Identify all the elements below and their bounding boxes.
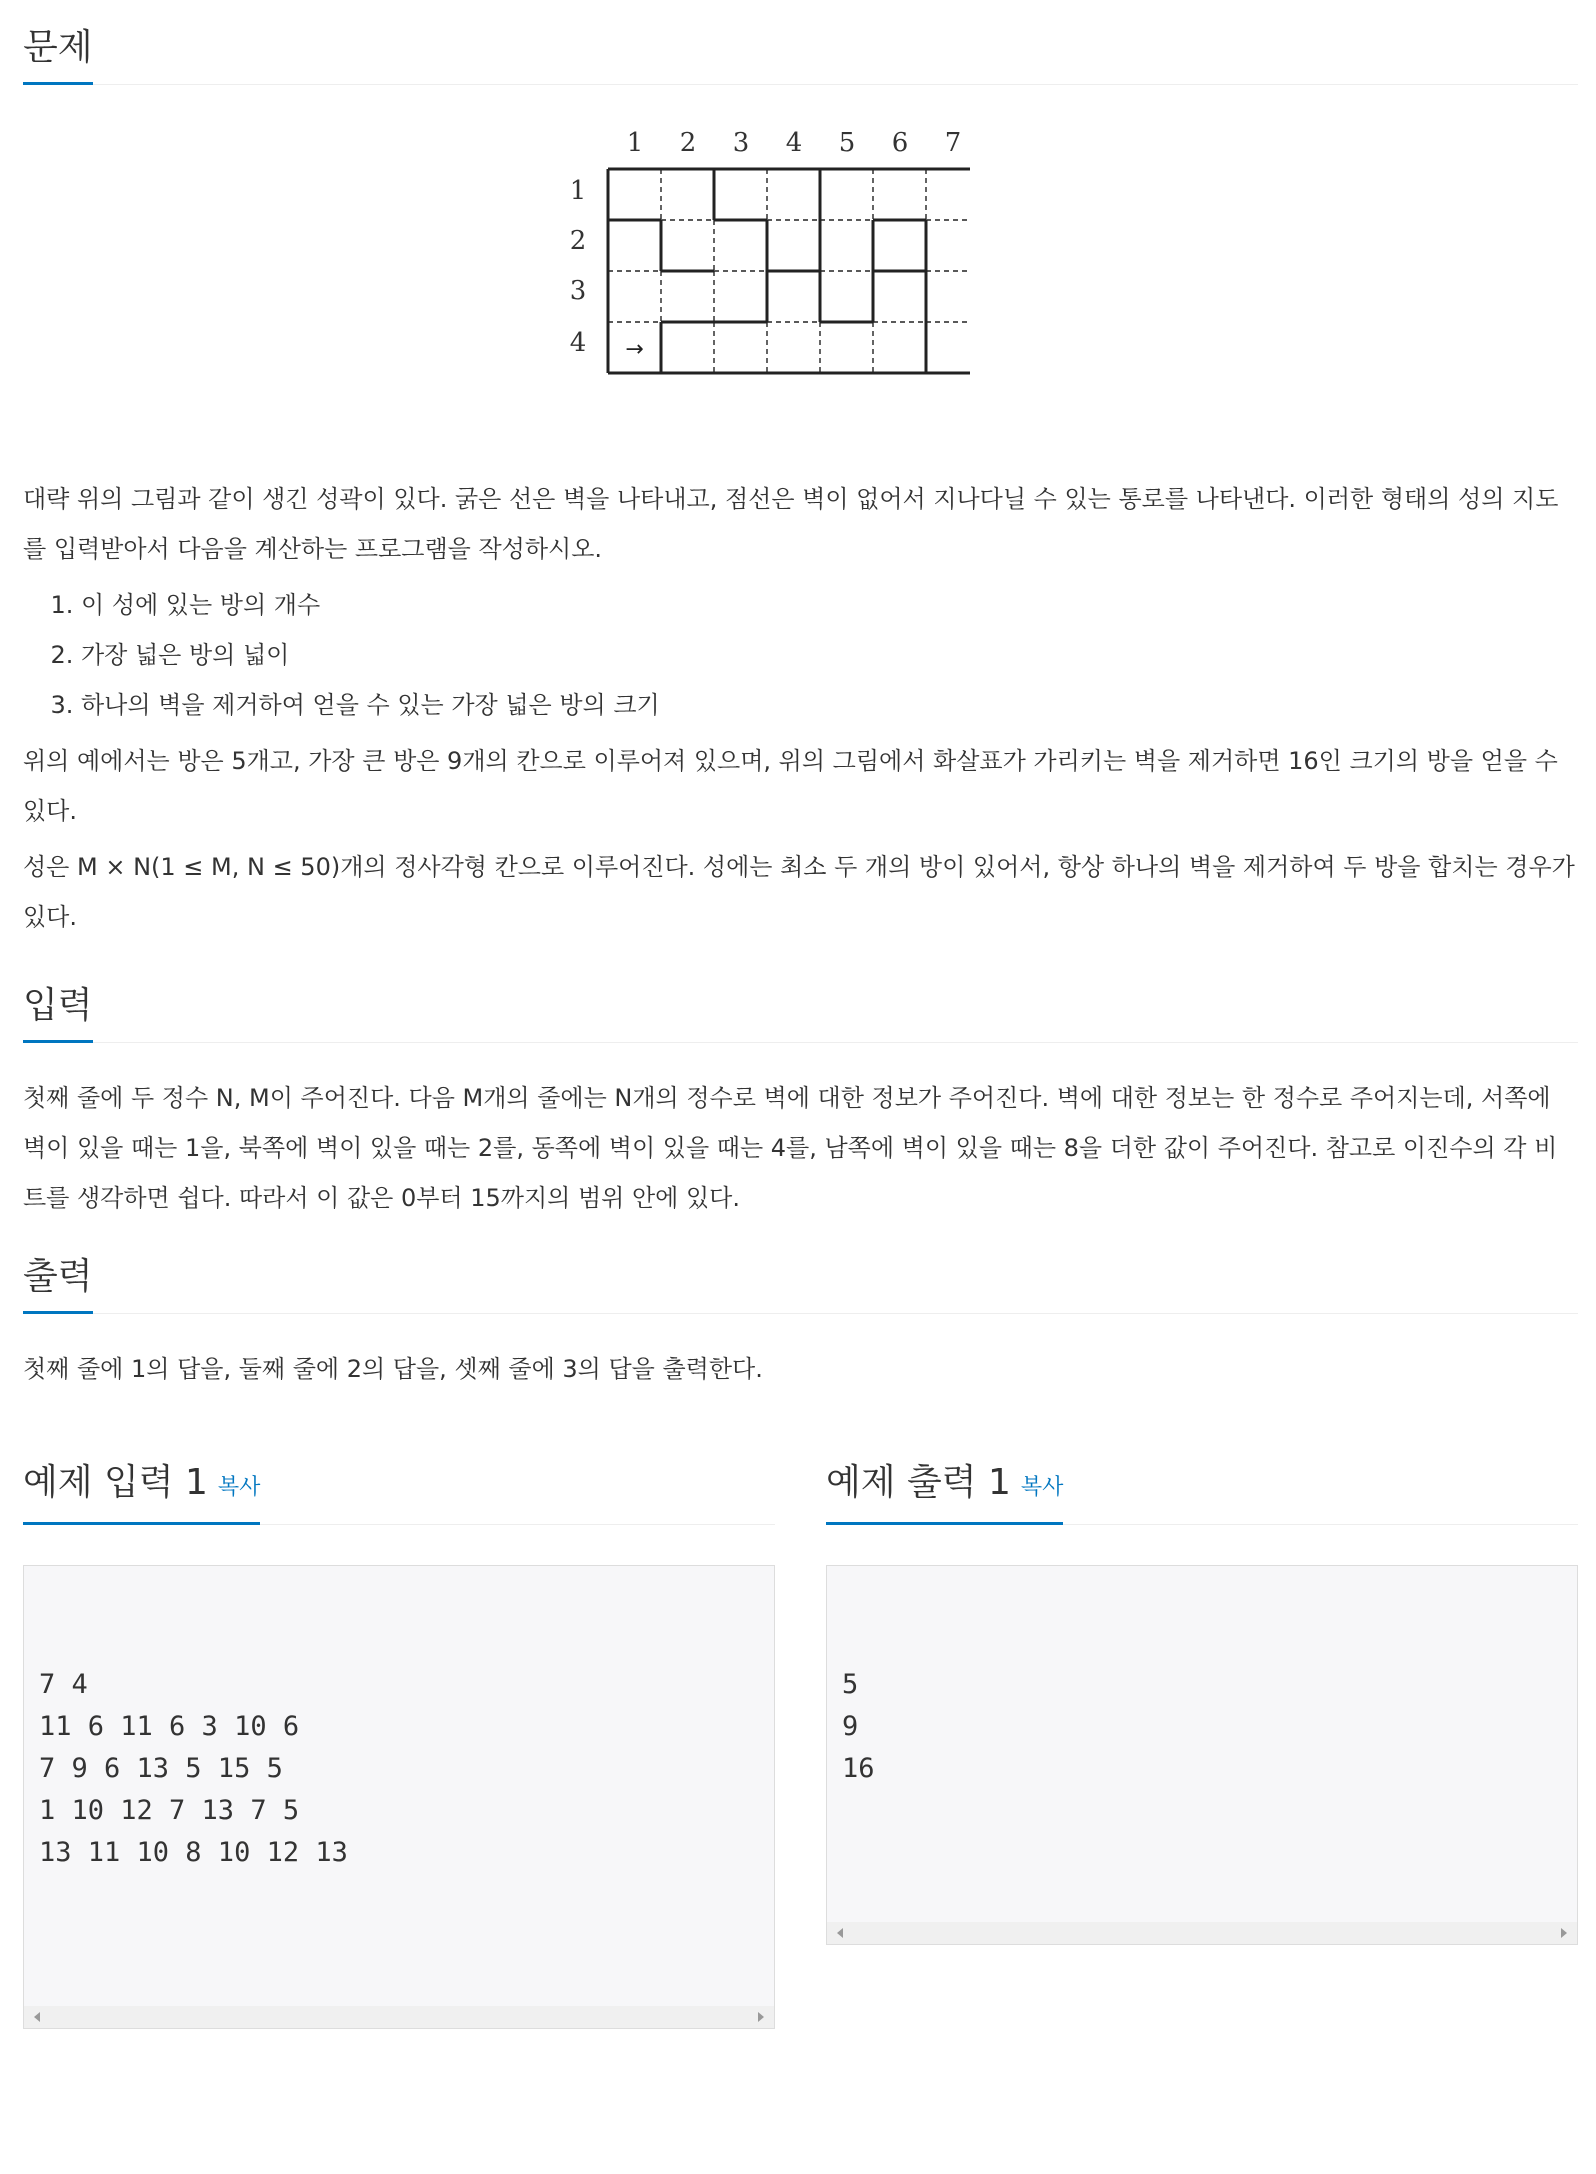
horizontal-scrollbar[interactable] — [24, 2006, 774, 2028]
input-description: 첫째 줄에 두 정수 N, M이 주어진다. 다음 M개의 줄에는 N개의 정수로 벽에 대한 정보가 주어진다. 벽에 대한 정보는 한 정수로 주어지는데, 서쪽에 벽이 있을 때는 1을, 북쪽에 벽이 있을 때는 2를, 동쪽에 벽이 있을 때는 4를, 남쪽에 벽이 있을 때는 8을 더한 값이 주어진다. 참고로 이진수의 각 비트를 생각하면 쉽다. 따라서 이 값은 0부터 15까지의 범위 안에 있다. — [23, 1084, 1558, 1212]
castle-figure — [23, 113, 1578, 448]
example-explanation: 위의 예에서는 방은 5개고, 가장 큰 방은 9개의 칸으로 이루어져 있으며, 위의 그림에서 화살표가 가리키는 벽을 제거하면 16인 크기의 방을 얻을 수 있다. — [23, 747, 1558, 825]
sample-input-code — [23, 1565, 775, 2029]
sample-input-block — [23, 1440, 775, 2029]
sample-output-content: 5 9 16 — [842, 1669, 875, 1784]
output-heading: 출력 — [23, 1255, 93, 1314]
row-label: 2 — [569, 226, 587, 256]
output-description: 첫째 줄에 1의 답을, 둘째 줄에 2의 답을, 셋째 줄에 3의 답을 출력한다. — [23, 1355, 763, 1383]
col-label: 5 — [838, 128, 856, 158]
input-section-header — [23, 958, 1578, 1043]
arrow-icon: → — [625, 337, 644, 362]
row-label: 3 — [569, 276, 587, 306]
sample-input-heading: 예제 입력 1 — [23, 1462, 208, 1503]
scroll-right-icon[interactable] — [758, 2012, 764, 2022]
col-label: 7 — [944, 128, 962, 158]
sample-input-header — [23, 1440, 775, 1525]
list-item: 1. 이 성에 있는 방의 개수 — [81, 580, 1578, 630]
horizontal-scrollbar[interactable] — [827, 1922, 1577, 1944]
col-label: 4 — [785, 128, 803, 158]
sample-output-heading: 예제 출력 1 — [826, 1462, 1011, 1503]
samples-row — [23, 1440, 1578, 1868]
scroll-left-icon[interactable] — [837, 1928, 843, 1938]
col-label: 3 — [732, 128, 750, 158]
col-label: 6 — [891, 128, 909, 158]
problem-description: 대략 위의 그림과 같이 생긴 성곽이 있다. 굵은 선은 벽을 나타내고, 점선은 벽이 없어서 지나다닐 수 있는 통로를 나타낸다. 이러한 형태의 성의 지도를 입력받아서 다음을 계산하는 프로그램을 작성하시오. — [23, 485, 1559, 563]
sample-output-block — [826, 1440, 1578, 1945]
scroll-left-icon[interactable] — [34, 2012, 40, 2022]
row-label: 1 — [569, 176, 587, 206]
problem-section-header — [23, 0, 1578, 85]
sample-output-header — [826, 1440, 1578, 1525]
input-heading: 입력 — [23, 984, 93, 1043]
copy-output-button[interactable]: 복사 — [1020, 1475, 1064, 1500]
sample-output-code — [826, 1565, 1578, 1945]
problem-heading: 문제 — [23, 26, 93, 85]
scroll-right-icon[interactable] — [1561, 1928, 1567, 1938]
problem-page — [23, 0, 1578, 1394]
output-section-header — [23, 1229, 1578, 1314]
col-label: 1 — [626, 128, 644, 158]
requirements-list — [23, 580, 1578, 730]
constraints-text: 성은 M × N(1 ≤ M, N ≤ 50)개의 정사각형 칸으로 이루어진다. 성에는 최소 두 개의 방이 있어서, 항상 하나의 벽을 제거하여 두 방을 합치는 경우가 있다. — [23, 853, 1575, 931]
copy-input-button[interactable]: 복사 — [217, 1475, 261, 1500]
list-item: 2. 가장 넓은 방의 넓이 — [81, 630, 1578, 680]
castle-diagram — [550, 113, 970, 423]
col-label: 2 — [679, 128, 697, 158]
list-item: 3. 하나의 벽을 제거하여 얻을 수 있는 가장 넓은 방의 크기 — [81, 680, 1578, 730]
row-label: 4 — [569, 328, 587, 358]
sample-input-content: 7 4 11 6 11 6 3 10 6 7 9 6 13 5 15 5 1 10 12 7 13 7 5 13 11 10 8 10 12 13 — [39, 1669, 348, 1868]
